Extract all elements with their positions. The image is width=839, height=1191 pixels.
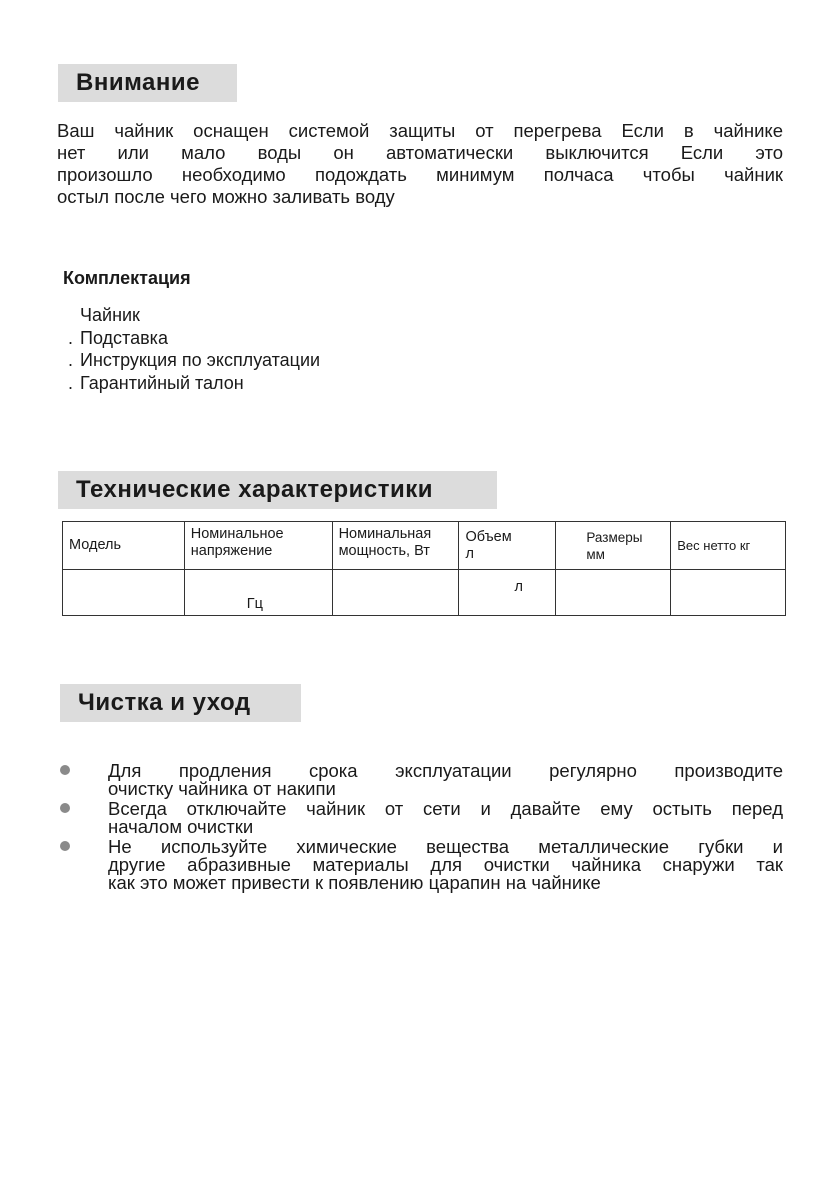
attention-heading: Внимание: [58, 64, 237, 102]
care-heading: Чистка и уход: [60, 684, 301, 722]
specs-heading: Технические характеристики: [58, 471, 497, 509]
table-header-cell: [459, 522, 556, 570]
header-line: Номинальное: [190, 526, 284, 542]
care-line: другие абразивные материалы для очистки чайника снаружи так: [108, 854, 783, 875]
table-header-cell: [63, 522, 185, 570]
contents-list: [68, 304, 320, 394]
care-line: как это может привести к появлению царапин на чайнике: [108, 872, 601, 893]
table-cell: [332, 570, 459, 616]
header-line: Вес нетто кг: [677, 538, 751, 553]
attention-paragraph: [57, 120, 783, 208]
care-line: началом очистки: [108, 816, 254, 837]
table-cell: [556, 570, 671, 616]
attention-line: нет или мало воды он автоматически выключится Если это: [57, 142, 783, 163]
attention-line: Ваш чайник оснащен системой защиты от перегрева Если в чайнике: [57, 120, 783, 141]
table-row: [63, 570, 786, 616]
table-header-cell: [556, 522, 671, 570]
contents-heading: Комплектация: [63, 268, 191, 288]
header-line: напряжение: [190, 543, 273, 559]
care-line: очистку чайника от накипи: [108, 778, 336, 799]
bullet-icon: [60, 765, 70, 775]
header-line: л: [465, 546, 474, 562]
list-item-label: Инструкция по эксплуатации: [80, 350, 321, 370]
care-line: Всегда отключайте чайник от сети и давайте ему остыть перед: [108, 798, 783, 819]
header-line: Объем: [465, 529, 512, 545]
header-line: Размеры: [586, 530, 643, 545]
list-item-prefix: .: [68, 372, 74, 393]
list-item: [68, 349, 320, 372]
attention-line: остыл после чего можно заливать воду: [57, 186, 395, 207]
list-item: [68, 327, 320, 350]
care-line: Для продления срока эксплуатации регулярно производите: [108, 760, 783, 781]
care-line: Не используйте химические вещества металлические губки и: [108, 836, 783, 857]
table-cell: л: [459, 570, 556, 616]
care-list: [57, 762, 783, 894]
care-item: [57, 762, 783, 798]
header-line: Модель: [69, 537, 122, 553]
table-cell: [671, 570, 786, 616]
table-cell: [63, 570, 185, 616]
table-header-cell: [332, 522, 459, 570]
header-line: Номинальная: [338, 526, 432, 542]
list-item-label: Гарантийный талон: [80, 372, 244, 393]
table-header-cell: [671, 522, 786, 570]
care-item: [57, 800, 783, 836]
specs-table: [62, 521, 786, 616]
list-item-prefix: .: [68, 327, 74, 348]
table-header-cell: [184, 522, 332, 570]
header-line: мощность, Вт: [338, 543, 430, 559]
table-header-row: [63, 522, 786, 570]
list-item-label: Подставка: [80, 327, 168, 348]
bullet-icon: [60, 841, 70, 851]
list-item-prefix: .: [68, 350, 74, 370]
header-line: мм: [586, 547, 605, 562]
list-item: [68, 304, 320, 327]
attention-line: произошло необходимо подождать минимум полчаса чтобы чайник: [57, 164, 783, 185]
table-cell: Гц: [184, 570, 332, 616]
bullet-icon: [60, 803, 70, 813]
list-item: [68, 372, 320, 395]
list-item-label: Чайник: [80, 305, 140, 325]
care-item: [57, 838, 783, 892]
